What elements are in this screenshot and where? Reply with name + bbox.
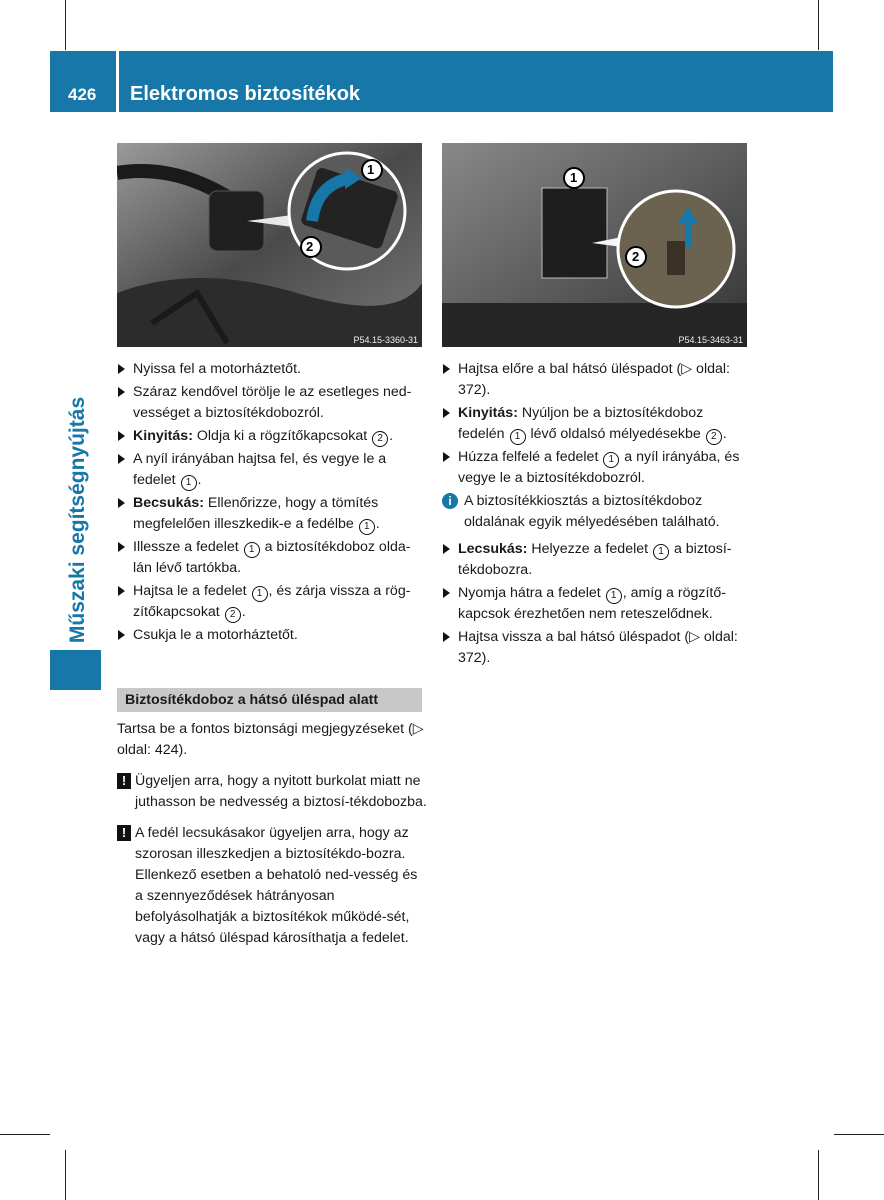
warning-note: ! Ügyeljen arra, hogy a nyitott burkolat miatt ne juthasson be nedvesség a biztosí-tékdobozba.	[117, 771, 427, 813]
callout-ref: 1	[359, 519, 375, 535]
list-item: Illessze a fedelet 1 a biztosítékdoboz olda-lán lévő tartókba.	[117, 537, 427, 579]
callout-ref: 1	[252, 586, 268, 602]
engine-bay-illustration	[117, 143, 422, 347]
callout-ref: 2	[372, 431, 388, 447]
left-notes	[117, 719, 427, 949]
page-number: 426	[68, 85, 97, 104]
callout-ref: 1	[653, 544, 669, 560]
callout-label: 2	[306, 239, 314, 254]
crop-mark	[65, 1150, 66, 1200]
figure-engine-fusebox	[117, 143, 422, 347]
crop-mark	[818, 0, 819, 50]
crop-mark	[65, 0, 66, 50]
list-item: Nyissa fel a motorháztetőt.	[117, 359, 427, 380]
info-icon: i	[442, 493, 458, 509]
header-divider	[116, 51, 119, 112]
callout-ref: 1	[606, 588, 622, 604]
list-item: A nyíl irányában hajtsa fel, és vegye le a fedelet 1 .	[117, 449, 427, 491]
chapter-tab	[50, 650, 101, 690]
callout-label: 2	[632, 249, 640, 264]
callout-ref: 1	[244, 542, 260, 558]
left-steps	[117, 359, 427, 648]
list-item: Kinyitás: Nyúljon be a biztosítékdoboz fedelén 1 lévő oldalsó mélyedésekbe 2 .	[442, 403, 752, 445]
list-item: Lecsukás: Helyezze a fedelet 1 a biztosí-tékdobozra.	[442, 539, 752, 581]
crop-mark	[818, 1150, 819, 1200]
right-steps	[442, 359, 752, 671]
list-item: Hajtsa előre a bal hátsó üléspadot (▷ oldal: 372).	[442, 359, 752, 401]
page-header	[50, 51, 833, 112]
callout-ref: 2	[225, 607, 241, 623]
figure-rear-seat-fusebox	[442, 143, 747, 347]
crop-mark	[834, 1134, 884, 1135]
list-item: Száraz kendővel törölje le az esetleges ned-vességet a biztosítékdobozról.	[117, 382, 427, 424]
callout-ref: 1	[510, 429, 526, 445]
list-item: Nyomja hátra a fedelet 1 , amíg a rögzítő-kapcsok érezhetően nem reteszelődnek.	[442, 583, 752, 625]
warning-note: ! A fedél lecsukásakor ügyeljen arra, hogy az szorosan illeszkedjen a biztosítékdo-bozra. Ellenkező esetben a behatoló ned-vesség és a szennyeződések hátrányosan befolyásolhatják a biztosítékok működé-sét, vagy a hátsó üléspad károsíthatja a fedelet.	[117, 823, 427, 949]
list-item: Becsukás: Ellenőrizze, hogy a tömítés megfelelően illeszkedik-e a fedélbe 1 .	[117, 493, 427, 535]
figure-code: P54.15-3360-31	[353, 335, 418, 345]
section-heading: Biztosítékdoboz a hátsó üléspad alatt	[117, 688, 422, 712]
callout-ref: 1	[603, 452, 619, 468]
callout-label: 1	[570, 170, 578, 185]
warning-icon: !	[117, 825, 131, 841]
page-title: Elektromos biztosítékok	[130, 83, 361, 105]
list-item: Hajtsa vissza a bal hátsó üléspadot (▷ oldal: 372).	[442, 627, 752, 669]
list-item: Csukja le a motorháztetőt.	[117, 625, 427, 646]
list-item: Hajtsa le a fedelet 1 , és zárja vissza a rög-zítőkapcsokat 2 .	[117, 581, 427, 623]
list-item: Húzza felfelé a fedelet 1 a nyíl irányába, és vegye le a biztosítékdobozról.	[442, 447, 752, 489]
list-item: Kinyitás: Oldja ki a rögzítőkapcsokat 2 .	[117, 426, 427, 447]
callout-ref: 2	[706, 429, 722, 445]
crop-mark	[0, 1134, 50, 1135]
warning-icon: !	[117, 773, 131, 789]
chapter-side-label: Műszaki segítségnyújtás	[66, 396, 89, 644]
rear-seat-illustration	[442, 143, 747, 347]
info-note: i A biztosítékkiosztás a biztosítékdoboz oldalának egyik mélyedésében található.	[442, 491, 752, 533]
intro-paragraph: Tartsa be a fontos biztonsági megjegyzéseket (▷ oldal: 424).	[117, 721, 424, 758]
callout-label: 1	[367, 162, 375, 177]
figure-code: P54.15-3463-31	[678, 335, 743, 345]
callout-ref: 1	[181, 475, 197, 491]
